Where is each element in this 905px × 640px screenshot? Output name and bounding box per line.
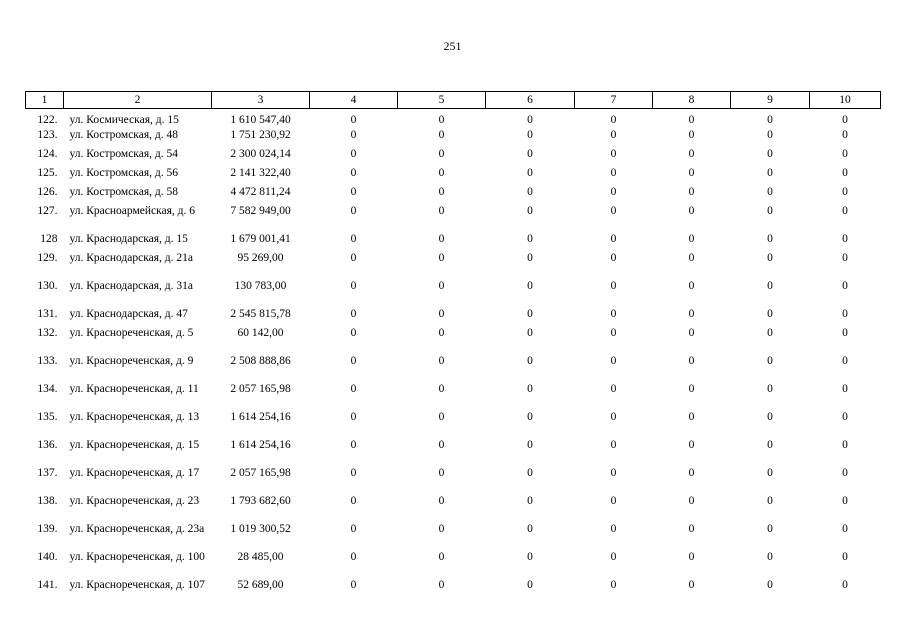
value-cell: 0	[610, 148, 617, 160]
value-cell: 0	[438, 495, 445, 507]
value-cell: 0	[610, 308, 617, 320]
value-cell: 0	[438, 439, 445, 451]
column-header: 8	[653, 92, 731, 109]
value-cell: 0	[688, 205, 695, 217]
value-cell: 0	[688, 383, 695, 395]
table-row	[26, 232, 881, 251]
value-cell: 0	[688, 551, 695, 563]
value-cell: 0	[527, 114, 533, 126]
amount-cell: 2 057 165,98	[230, 467, 291, 479]
row-number: 133.	[37, 355, 58, 367]
value-cell: 0	[610, 383, 617, 395]
row-number: 141.	[37, 579, 58, 591]
value-cell: 0	[610, 327, 617, 339]
value-cell: 0	[350, 308, 357, 320]
value-cell: 0	[842, 467, 848, 479]
value-cell: 0	[527, 523, 533, 535]
value-cell: 0	[350, 579, 357, 591]
amount-cell: 95 269,00	[237, 252, 284, 264]
value-cell: 0	[350, 167, 357, 179]
value-cell: 0	[527, 308, 533, 320]
value-cell: 0	[438, 233, 445, 245]
value-cell: 0	[350, 280, 357, 292]
address-cell: ул. Костромская, д. 58	[69, 186, 178, 198]
table-row	[26, 109, 881, 129]
address-cell: ул. Космическая, д. 15	[69, 114, 179, 126]
value-cell: 0	[767, 308, 773, 320]
value-cell: 0	[767, 129, 773, 141]
row-number: 136.	[37, 439, 58, 451]
value-cell: 0	[350, 523, 357, 535]
value-cell: 0	[438, 523, 445, 535]
table-row	[26, 466, 881, 494]
value-cell: 0	[842, 280, 848, 292]
address-cell: ул. Краснодарская, д. 47	[69, 308, 188, 320]
table-row	[26, 382, 881, 410]
value-cell: 0	[527, 467, 533, 479]
value-cell: 0	[842, 383, 848, 395]
value-cell: 0	[842, 308, 848, 320]
row-number: 130.	[37, 280, 58, 292]
value-cell: 0	[688, 280, 695, 292]
value-cell: 0	[610, 579, 617, 591]
page-number: 251	[443, 39, 462, 53]
value-cell: 0	[688, 439, 695, 451]
value-cell: 0	[767, 327, 773, 339]
value-cell: 0	[688, 467, 695, 479]
value-cell: 0	[767, 252, 773, 264]
table-row	[26, 128, 881, 147]
row-number: 128	[40, 233, 58, 245]
value-cell: 0	[438, 579, 445, 591]
row-number: 124.	[37, 148, 58, 160]
value-cell: 0	[350, 129, 357, 141]
value-cell: 0	[350, 186, 357, 198]
value-cell: 0	[842, 495, 848, 507]
header-row	[26, 92, 881, 109]
table-row	[26, 550, 881, 578]
amount-cell: 1 614 254,16	[230, 411, 291, 423]
table-row	[26, 307, 881, 326]
value-cell: 0	[610, 114, 617, 126]
value-cell: 0	[688, 308, 695, 320]
value-cell: 0	[350, 383, 357, 395]
value-cell: 0	[350, 205, 357, 217]
value-cell: 0	[350, 355, 357, 367]
row-number: 135.	[37, 411, 58, 423]
amount-cell: 2 508 888,86	[230, 355, 291, 367]
row-number: 140.	[37, 551, 58, 563]
table-body	[26, 109, 881, 607]
value-cell: 0	[527, 579, 533, 591]
amount-cell: 1 751 230,92	[230, 129, 291, 141]
value-cell: 0	[767, 114, 773, 126]
address-cell: ул. Краснодарская, д. 31а	[69, 280, 194, 292]
address-cell: ул. Краснореченская, д. 13	[69, 411, 200, 423]
row-number: 127.	[37, 205, 58, 217]
value-cell: 0	[527, 551, 533, 563]
value-cell: 0	[767, 439, 773, 451]
address-cell: ул. Краснореченская, д. 17	[69, 467, 200, 479]
address-cell: ул. Краснореченская, д. 107	[69, 579, 205, 591]
value-cell: 0	[350, 233, 357, 245]
row-number: 139.	[37, 523, 58, 535]
amount-cell: 2 545 815,78	[230, 308, 291, 320]
value-cell: 0	[527, 495, 533, 507]
amount-cell: 2 057 165,98	[230, 383, 291, 395]
value-cell: 0	[610, 167, 617, 179]
value-cell: 0	[350, 327, 357, 339]
value-cell: 0	[767, 467, 773, 479]
amount-cell: 1 614 254,16	[230, 439, 291, 451]
table-row	[26, 279, 881, 307]
table-row	[26, 185, 881, 204]
column-header: 3	[212, 92, 310, 109]
value-cell: 0	[527, 167, 533, 179]
value-cell: 0	[688, 167, 695, 179]
value-cell: 0	[767, 186, 773, 198]
table-row	[26, 166, 881, 185]
address-cell: ул. Краснодарская, д. 15	[69, 233, 188, 245]
value-cell: 0	[688, 114, 695, 126]
value-cell: 0	[842, 327, 848, 339]
value-cell: 0	[767, 355, 773, 367]
value-cell: 0	[527, 355, 533, 367]
value-cell: 0	[767, 551, 773, 563]
value-cell: 0	[438, 411, 445, 423]
table-row	[26, 578, 881, 606]
value-cell: 0	[767, 411, 773, 423]
value-cell: 0	[767, 233, 773, 245]
value-cell: 0	[438, 205, 445, 217]
value-cell: 0	[610, 252, 617, 264]
value-cell: 0	[438, 148, 445, 160]
value-cell: 0	[438, 551, 445, 563]
value-cell: 0	[438, 186, 445, 198]
column-header: 5	[398, 92, 486, 109]
value-cell: 0	[438, 129, 445, 141]
column-header: 1	[26, 92, 64, 109]
value-cell: 0	[350, 495, 357, 507]
value-cell: 0	[688, 148, 695, 160]
value-cell: 0	[438, 114, 445, 126]
value-cell: 0	[527, 252, 533, 264]
row-number: 122.	[37, 114, 58, 126]
value-cell: 0	[842, 439, 848, 451]
value-cell: 0	[767, 495, 773, 507]
value-cell: 0	[767, 523, 773, 535]
value-cell: 0	[610, 280, 617, 292]
value-cell: 0	[610, 467, 617, 479]
address-cell: ул. Краснореченская, д. 23а	[69, 523, 205, 535]
value-cell: 0	[438, 355, 445, 367]
amount-cell: 4 472 811,24	[230, 186, 291, 198]
value-cell: 0	[842, 579, 848, 591]
value-cell: 0	[350, 114, 357, 126]
amount-cell: 1 679 001,41	[230, 233, 291, 245]
value-cell: 0	[438, 167, 445, 179]
value-cell: 0	[527, 383, 533, 395]
value-cell: 0	[767, 383, 773, 395]
value-cell: 0	[688, 579, 695, 591]
value-cell: 0	[842, 252, 848, 264]
amount-cell: 1 610 547,40	[230, 114, 291, 126]
value-cell: 0	[350, 411, 357, 423]
table-row	[26, 251, 881, 279]
value-cell: 0	[842, 186, 848, 198]
address-cell: ул. Краснореченская, д. 23	[69, 495, 200, 507]
value-cell: 0	[350, 148, 357, 160]
value-cell: 0	[842, 551, 848, 563]
row-number: 126.	[37, 186, 58, 198]
value-cell: 0	[688, 355, 695, 367]
value-cell: 0	[610, 186, 617, 198]
amount-cell: 28 485,00	[237, 551, 284, 563]
value-cell: 0	[688, 495, 695, 507]
table-row	[26, 326, 881, 354]
column-header: 10	[810, 92, 881, 109]
value-cell: 0	[527, 205, 533, 217]
address-cell: ул. Краснореченская, д. 9	[69, 355, 194, 367]
value-cell: 0	[438, 383, 445, 395]
amount-cell: 60 142,00	[237, 327, 284, 339]
table-row	[26, 522, 881, 550]
value-cell: 0	[842, 205, 848, 217]
value-cell: 0	[767, 280, 773, 292]
address-cell: ул. Красноармейская, д. 6	[69, 205, 195, 217]
row-number: 138.	[37, 495, 58, 507]
value-cell: 0	[527, 148, 533, 160]
address-cell: ул. Краснореченская, д. 11	[69, 383, 199, 395]
value-cell: 0	[610, 233, 617, 245]
value-cell: 0	[610, 439, 617, 451]
value-cell: 0	[438, 327, 445, 339]
address-cell: ул. Костромская, д. 54	[69, 148, 178, 160]
value-cell: 0	[527, 233, 533, 245]
amount-cell: 1 793 682,60	[230, 495, 291, 507]
value-cell: 0	[688, 327, 695, 339]
row-number: 137.	[37, 467, 58, 479]
address-cell: ул. Костромская, д. 48	[69, 129, 178, 141]
row-number: 125.	[37, 167, 58, 179]
value-cell: 0	[438, 308, 445, 320]
address-cell: ул. Костромская, д. 56	[69, 167, 178, 179]
value-cell: 0	[610, 495, 617, 507]
value-cell: 0	[610, 355, 617, 367]
value-cell: 0	[438, 252, 445, 264]
table-row	[26, 354, 881, 382]
value-cell: 0	[350, 252, 357, 264]
value-cell: 0	[350, 551, 357, 563]
value-cell: 0	[688, 523, 695, 535]
amount-cell: 1 019 300,52	[230, 523, 291, 535]
amount-cell: 52 689,00	[237, 579, 284, 591]
value-cell: 0	[842, 167, 848, 179]
value-cell: 0	[688, 129, 695, 141]
column-header: 4	[310, 92, 398, 109]
data-table	[25, 91, 881, 606]
value-cell: 0	[350, 439, 357, 451]
address-cell: ул. Краснореченская, д. 15	[69, 439, 200, 451]
value-cell: 0	[610, 551, 617, 563]
table-row	[26, 147, 881, 166]
value-cell: 0	[842, 355, 848, 367]
amount-cell: 2 300 024,14	[230, 148, 291, 160]
value-cell: 0	[610, 205, 617, 217]
address-cell: ул. Краснореченская, д. 5	[69, 327, 194, 339]
row-number: 132.	[37, 327, 58, 339]
value-cell: 0	[767, 205, 773, 217]
value-cell: 0	[527, 439, 533, 451]
value-cell: 0	[767, 579, 773, 591]
column-header: 9	[731, 92, 810, 109]
value-cell: 0	[767, 167, 773, 179]
value-cell: 0	[610, 129, 617, 141]
value-cell: 0	[438, 467, 445, 479]
value-cell: 0	[527, 186, 533, 198]
row-number: 123.	[37, 129, 58, 141]
row-number: 131.	[37, 308, 58, 320]
table-row	[26, 438, 881, 466]
value-cell: 0	[842, 233, 848, 245]
value-cell: 0	[842, 114, 848, 126]
row-number: 129.	[37, 252, 58, 264]
value-cell: 0	[527, 129, 533, 141]
value-cell: 0	[842, 148, 848, 160]
value-cell: 0	[842, 523, 848, 535]
value-cell: 0	[527, 327, 533, 339]
value-cell: 0	[688, 411, 695, 423]
value-cell: 0	[688, 252, 695, 264]
value-cell: 0	[527, 280, 533, 292]
value-cell: 0	[688, 186, 695, 198]
row-number: 134.	[37, 383, 58, 395]
value-cell: 0	[438, 280, 445, 292]
table-row	[26, 494, 881, 522]
amount-cell: 7 582 949,00	[230, 205, 291, 217]
value-cell: 0	[842, 129, 848, 141]
value-cell: 0	[767, 148, 773, 160]
amount-cell: 130 783,00	[234, 280, 287, 292]
value-cell: 0	[610, 411, 617, 423]
value-cell: 0	[842, 411, 848, 423]
column-header: 2	[64, 92, 212, 109]
address-cell: ул. Краснодарская, д. 21а	[69, 252, 194, 264]
amount-cell: 2 141 322,40	[230, 167, 291, 179]
value-cell: 0	[350, 467, 357, 479]
column-header: 7	[575, 92, 653, 109]
column-header: 6	[486, 92, 575, 109]
value-cell: 0	[688, 233, 695, 245]
table-row	[26, 204, 881, 232]
address-cell: ул. Краснореченская, д. 100	[69, 551, 205, 563]
table-row	[26, 410, 881, 438]
value-cell: 0	[527, 411, 533, 423]
value-cell: 0	[610, 523, 617, 535]
